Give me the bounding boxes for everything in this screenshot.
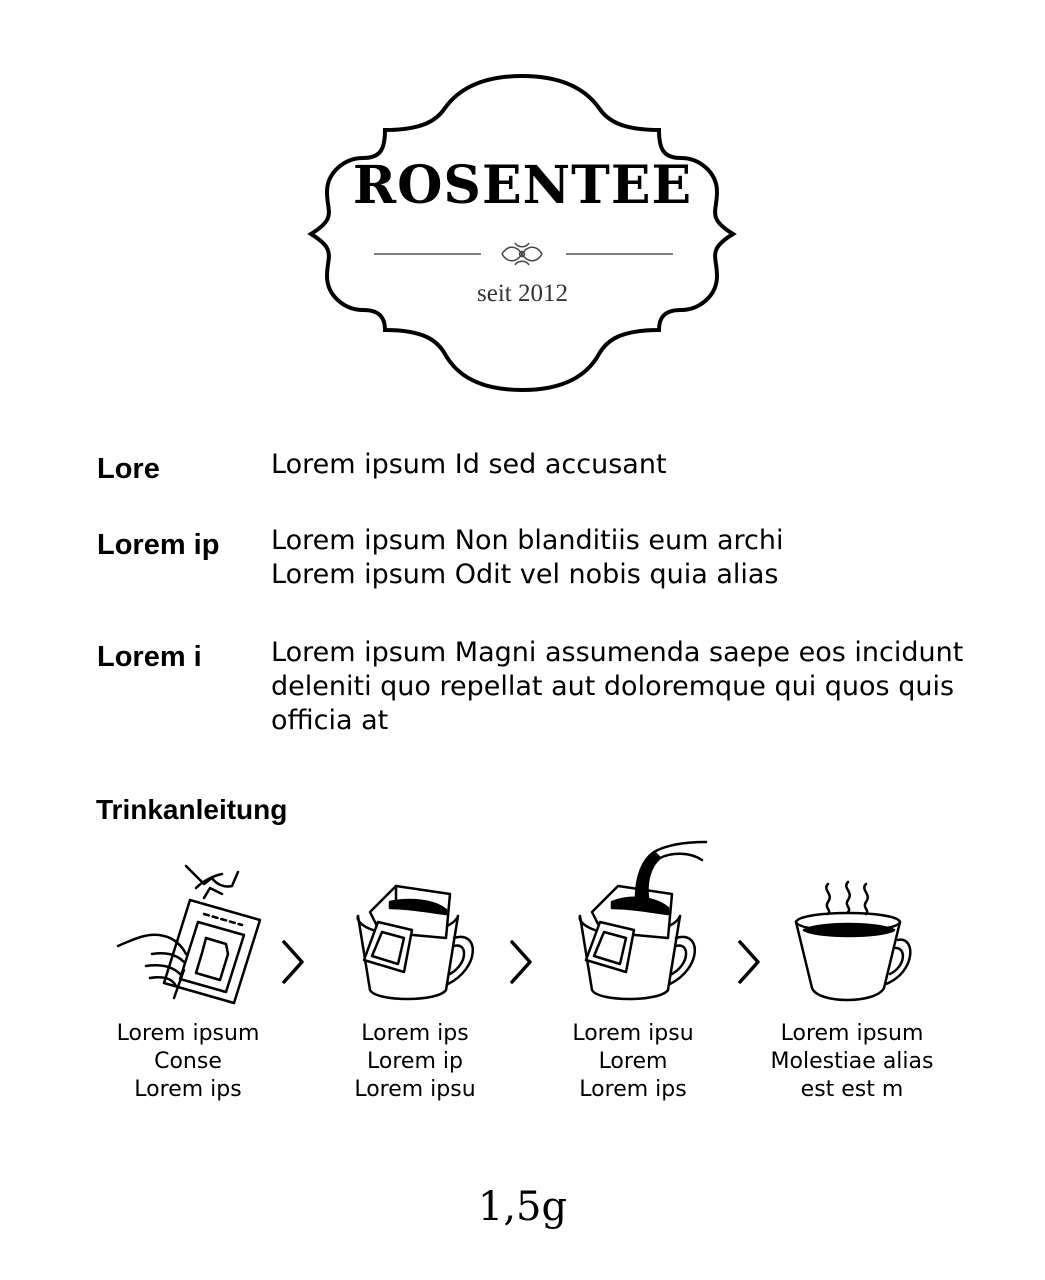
hot-cup-icon	[790, 876, 916, 1008]
caption-line: Conse	[154, 1049, 222, 1074]
caption-line: Lorem ipsum	[780, 1021, 924, 1046]
chevron-right-icon	[736, 938, 764, 986]
info-row	[97, 524, 977, 636]
caption-line: Lorem ipsum	[116, 1021, 260, 1046]
caption-line: Lorem ipsu	[354, 1077, 476, 1102]
info-row	[97, 448, 977, 524]
open-bag-icon	[112, 858, 272, 1010]
caption-line: Molestiae alias	[770, 1049, 934, 1074]
info-line: Lorem ipsum Magni assumenda saepe eos incidunt	[271, 637, 964, 668]
info-line: Lorem ipsum Odit vel nobis quia alias	[271, 559, 779, 590]
instructions-title: Trinkanleitung	[96, 794, 288, 825]
info-description	[271, 448, 977, 482]
step-caption	[523, 1020, 743, 1104]
caption-line: Lorem ips	[361, 1021, 469, 1046]
pour-water-icon	[572, 838, 712, 1010]
since-text: seit 2012	[477, 280, 568, 307]
caption-line: est est m	[800, 1077, 904, 1102]
filter-on-cup-icon	[350, 880, 480, 1010]
net-weight: 1,5g	[477, 1184, 568, 1230]
info-term: Lorem i	[97, 641, 202, 673]
badge-frame	[305, 72, 740, 394]
info-description	[271, 636, 977, 738]
caption-line: Lorem	[598, 1049, 668, 1074]
caption-line: Lorem ips	[579, 1077, 687, 1102]
caption-line: Lorem ip	[367, 1049, 463, 1074]
info-term: Lore	[97, 453, 160, 485]
chevron-right-icon	[280, 938, 308, 986]
brand-badge	[305, 72, 740, 394]
caption-line: Lorem ips	[134, 1077, 242, 1102]
info-line: officia at	[271, 705, 389, 736]
chevron-right-icon	[508, 938, 536, 986]
caption-line: Lorem ipsu	[572, 1021, 694, 1046]
brand-name: ROSENTEE	[352, 155, 693, 216]
info-line: Lorem ipsum Id sed accusant	[271, 449, 667, 480]
info-row	[97, 636, 977, 738]
step-caption	[742, 1020, 962, 1104]
step-caption	[305, 1020, 525, 1104]
product-info	[97, 448, 977, 738]
info-description	[271, 524, 977, 592]
step-caption	[78, 1020, 298, 1104]
info-term: Lorem ip	[97, 529, 220, 561]
info-line: Lorem ipsum Non blanditiis eum archi	[271, 525, 784, 556]
info-line: deleniti quo repellat aut doloremque qui quos quis	[271, 671, 955, 702]
